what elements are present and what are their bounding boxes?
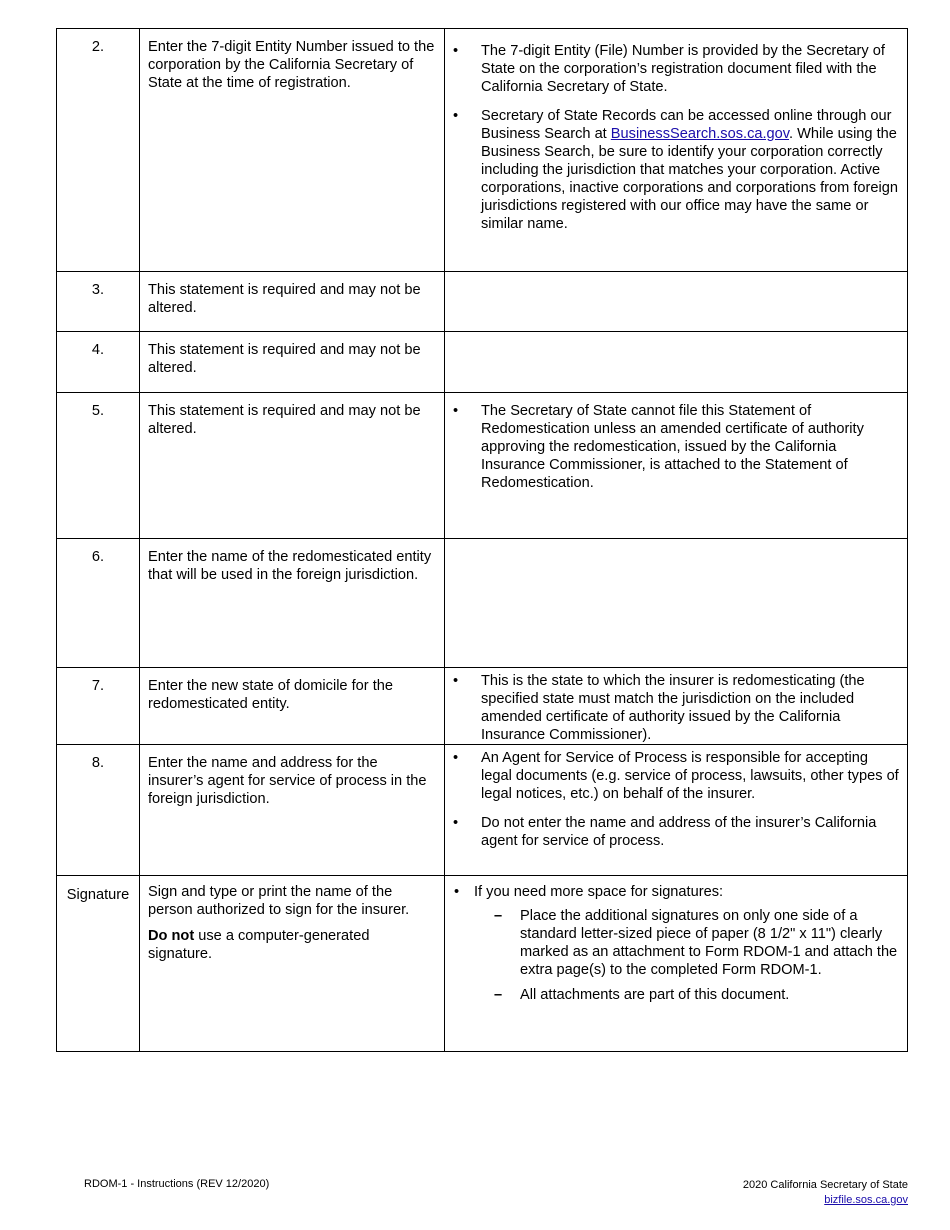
table-row [57, 539, 908, 668]
item-number: 6. [91, 549, 105, 565]
notes-list [451, 672, 899, 744]
item-instruction: This statement is required and may not be altered. [148, 342, 421, 376]
table-row [57, 876, 908, 1052]
table-row [57, 29, 908, 272]
item-number: 7. [91, 678, 105, 694]
item-instruction: This statement is required and may not be altered. [148, 282, 421, 316]
notes-list [451, 749, 899, 850]
table-row [57, 272, 908, 332]
item-number: 4. [91, 342, 105, 358]
signature-instruction: Sign and type or print the name of the person authorized to sign for the insurer. [148, 884, 410, 918]
signature-label: Signature [66, 887, 130, 903]
list-item: • An Agent for Service of Process is responsible for accepting legal documents (e.g. service of process, lawsuits, other types of legal notices, etc.) on behalf of the insurer. [453, 750, 899, 802]
list-item: – Place the additional signatures on only one side of a standard letter-sized piece of paper (8 1/2" x 11") clearly marked as an attachment to Form RDOM-1 and attach the extra page(s) to the completed Form RDOM-1. [494, 908, 898, 978]
list-item: • This is the state to which the insurer is redomesticating (the specified state must match the jurisdiction on the included amended certificate of authority issued by the California Insurance Commissioner). [453, 673, 865, 743]
item-instruction: Enter the 7-digit Entity Number issued to the corporation by the California Secretary of State at the time of registration. [148, 39, 435, 91]
bullet-icon: • [454, 884, 460, 900]
business-search-link[interactable]: BusinessSearch.sos.ca.gov [610, 126, 789, 142]
table-row [57, 745, 908, 876]
instructions-table [56, 28, 908, 1052]
copyright-footer [743, 1178, 908, 1208]
signature-warning: Do not use a computer-generated signature. [148, 928, 370, 962]
bullet-icon: • [453, 750, 459, 766]
bullet-icon: • [453, 815, 459, 831]
item-number: 3. [91, 282, 105, 298]
bullet-icon: • [453, 403, 459, 419]
notes-list [451, 42, 899, 233]
notes-list [451, 402, 899, 492]
item-instruction: Enter the name and address for the insurer’s agent for service of process in the foreign jurisdiction. [148, 755, 427, 807]
bullet-icon: • [453, 673, 459, 689]
item-instruction: This statement is required and may not be altered. [148, 403, 421, 437]
table-row [57, 668, 908, 745]
list-item: • The 7-digit Entity (File) Number is provided by the Secretary of State on the corporation’s registration document filed with the California Secretary of State. [453, 43, 885, 95]
copyright-text: 2020 California Secretary of State [742, 1179, 908, 1191]
signature-notes-list [454, 907, 899, 1004]
list-item: • Do not enter the name and address of the insurer’s California agent for service of process. [453, 815, 877, 849]
table-row [57, 332, 908, 393]
item-instruction: Enter the new state of domicile for the redomesticated entity. [148, 678, 393, 712]
dash-icon: – [494, 908, 503, 924]
bullet-icon: • [453, 43, 459, 59]
list-item: • The Secretary of State cannot file this Statement of Redomestication unless an amended certificate of authority approving the redomestication, issued by the California Insurance Commissioner, is attached to the Statement of Redomestication. [453, 403, 864, 491]
table-row [57, 393, 908, 539]
item-number: 5. [91, 403, 105, 419]
bullet-icon: • [453, 108, 459, 124]
dash-icon: – [494, 987, 503, 1003]
item-number: 8. [91, 755, 105, 771]
form-revision-footer: RDOM-1 - Instructions (REV 12/2020) [84, 1178, 270, 1190]
signature-notes-heading: • If you need more space for signatures: [454, 884, 724, 900]
bizfile-link[interactable]: bizfile.sos.ca.gov [824, 1194, 908, 1206]
list-item: • Secretary of State Records can be accessed online through our Business Search at BusinessSearch.sos.ca.gov. While using the Business Search, be sure to identify your corporation correctly including the jurisdiction that matches your corporation. Active corporations, inactive corporations and corporations from foreign jurisdictions registered with our office may have the same or similar name. [453, 108, 898, 232]
list-item: – All attachments are part of this document. [494, 987, 790, 1003]
item-number: 2. [91, 39, 105, 55]
item-instruction: Enter the name of the redomesticated entity that will be used in the foreign jurisdiction. [148, 549, 432, 583]
